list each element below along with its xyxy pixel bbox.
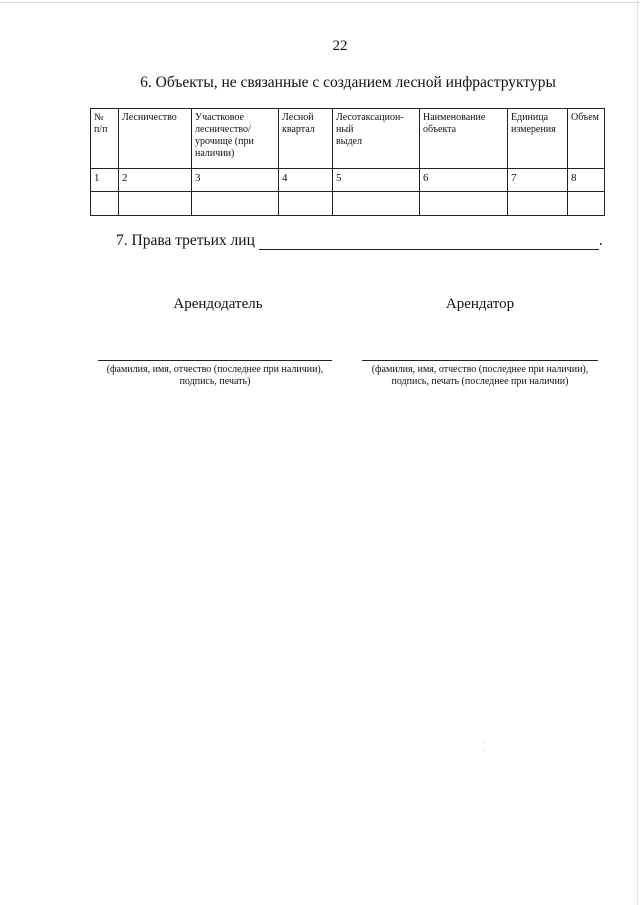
landlord-role: Арендодатель bbox=[173, 296, 263, 312]
header-text-line: п/п bbox=[94, 124, 108, 135]
header-text-line: урочище (при bbox=[195, 136, 254, 147]
table-header-row bbox=[91, 109, 605, 169]
number-cell: 8 bbox=[568, 169, 605, 192]
header-text-line: наличии) bbox=[195, 148, 235, 159]
number-cell: 1 bbox=[91, 169, 119, 192]
header-text-line: ный bbox=[336, 124, 354, 135]
header-text-line: Лесной bbox=[282, 112, 314, 123]
empty-cell bbox=[333, 192, 420, 216]
objects-table bbox=[90, 108, 605, 216]
header-cell-object-name bbox=[420, 109, 508, 169]
number-cell: 4 bbox=[279, 169, 333, 192]
header-cell-forest-plot bbox=[333, 109, 420, 169]
landlord-signature-line bbox=[98, 360, 332, 361]
tenant-signature-line bbox=[362, 360, 598, 361]
number-cell: 6 bbox=[420, 169, 508, 192]
header-text-line: выдел bbox=[336, 136, 362, 147]
number-cell: 3 bbox=[192, 169, 279, 192]
header-text-line: Лесотаксацион- bbox=[336, 112, 404, 123]
header-cell-unit bbox=[508, 109, 568, 169]
header-cell-number bbox=[91, 109, 119, 169]
page-edge-top bbox=[0, 2, 640, 3]
header-text-line: лесничество/ bbox=[195, 124, 251, 135]
tenant-role: Арендатор bbox=[445, 296, 515, 312]
landlord-signature-caption bbox=[92, 364, 338, 388]
empty-cell bbox=[192, 192, 279, 216]
page-edge-right bbox=[637, 0, 638, 905]
empty-cell bbox=[91, 192, 119, 216]
scan-speck bbox=[484, 742, 485, 743]
header-text-line: Участковое bbox=[195, 112, 244, 123]
section-7-third-party-rights bbox=[116, 232, 603, 250]
header-text-line: квартал bbox=[282, 124, 315, 135]
caption-line: (фамилия, имя, отчество (последнее при наличии), bbox=[371, 364, 589, 375]
empty-cell bbox=[508, 192, 568, 216]
header-cell-forestry bbox=[119, 109, 192, 169]
header-text-line: Лесничество bbox=[122, 112, 177, 123]
header-text-line: Наименование bbox=[423, 112, 486, 123]
number-cell: 7 bbox=[508, 169, 568, 192]
header-cell-district-forestry bbox=[192, 109, 279, 169]
number-cell: 2 bbox=[119, 169, 192, 192]
empty-cell bbox=[420, 192, 508, 216]
caption-line: подпись, печать) bbox=[179, 376, 251, 387]
header-text-line: объекта bbox=[423, 124, 457, 135]
tenant-signature-caption bbox=[356, 364, 604, 388]
header-text-line: измерения bbox=[511, 124, 556, 135]
caption-line: (фамилия, имя, отчество (последнее при наличии), bbox=[106, 364, 324, 375]
table-empty-row bbox=[91, 192, 605, 216]
header-text-line: № bbox=[94, 112, 104, 123]
header-cell-volume bbox=[568, 109, 605, 169]
empty-cell bbox=[568, 192, 605, 216]
section-7-label: 7. Права третьих лиц bbox=[116, 232, 255, 249]
caption-line: подпись, печать (последнее при наличии) bbox=[391, 376, 569, 387]
number-cell: 5 bbox=[333, 169, 420, 192]
empty-cell bbox=[119, 192, 192, 216]
table-number-row bbox=[91, 169, 605, 192]
scan-speck bbox=[484, 750, 485, 751]
header-text-line: Объем bbox=[571, 112, 599, 123]
empty-cell bbox=[279, 192, 333, 216]
section-7-period: . bbox=[598, 232, 603, 249]
header-text-line: Единица bbox=[511, 112, 549, 123]
section-6-title: 6. Объекты, не связанные с созданием лесной инфраструктуры bbox=[140, 74, 556, 91]
third-party-rights-fill-line bbox=[259, 235, 599, 250]
page-number: 22 bbox=[332, 38, 348, 54]
header-cell-forest-quarter bbox=[279, 109, 333, 169]
